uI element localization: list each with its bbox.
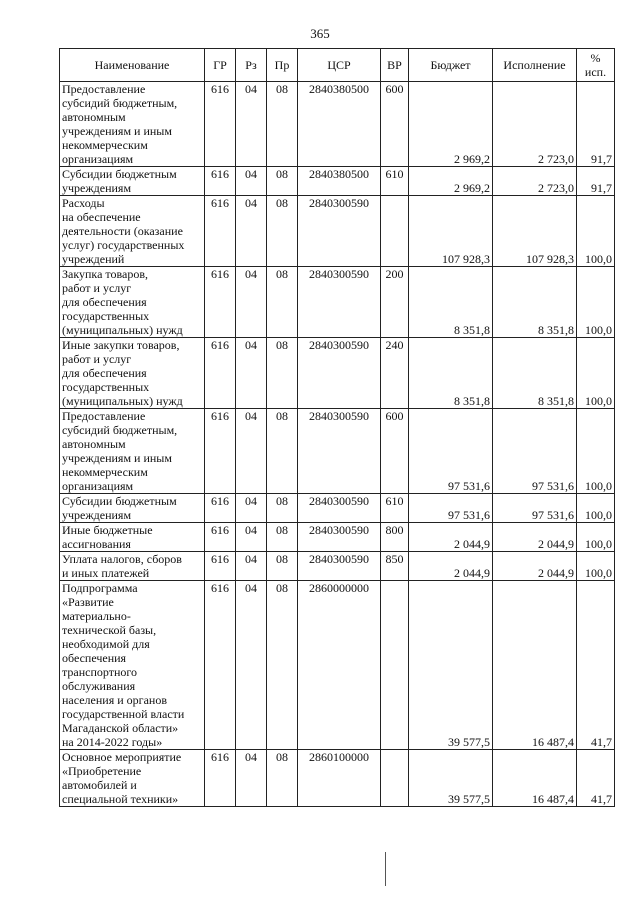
cell-pr: 08 xyxy=(267,267,298,338)
cell-execution: 2 723,0 xyxy=(493,82,577,167)
header-rz: Рз xyxy=(236,49,267,82)
cell-name: Закупка товаров, работ и услуг для обеспечения государственных (муниципальных) нужд xyxy=(60,267,205,338)
cell-vr: 800 xyxy=(381,523,409,552)
cell-name: Предоставление субсидий бюджетным, автономным учреждениям и иным некоммерческим организациям xyxy=(60,82,205,167)
cell-percent: 100,0 xyxy=(577,196,615,267)
cell-budget: 39 577,5 xyxy=(409,750,493,807)
cell-gr: 616 xyxy=(205,267,236,338)
table-row xyxy=(60,409,615,494)
cell-execution: 97 531,6 xyxy=(493,494,577,523)
header-gr: ГР xyxy=(205,49,236,82)
page-number: 365 xyxy=(310,26,330,41)
cell-percent: 41,7 xyxy=(577,750,615,807)
cell-execution: 16 487,4 xyxy=(493,581,577,750)
cell-rz: 04 xyxy=(236,82,267,167)
cell-vr xyxy=(381,581,409,750)
cell-name: Предоставление субсидий бюджетным, автономным учреждениям и иным некоммерческим организациям xyxy=(60,409,205,494)
cell-csr: 2840300590 xyxy=(298,523,381,552)
cell-vr: 200 xyxy=(381,267,409,338)
cell-budget: 39 577,5 xyxy=(409,581,493,750)
cell-csr: 2860100000 xyxy=(298,750,381,807)
table-row xyxy=(60,750,615,807)
cell-csr: 2840300590 xyxy=(298,409,381,494)
header-pr: Пр xyxy=(267,49,298,82)
cell-execution: 97 531,6 xyxy=(493,409,577,494)
cell-gr: 616 xyxy=(205,167,236,196)
cell-percent: 100,0 xyxy=(577,409,615,494)
cell-execution: 2 723,0 xyxy=(493,167,577,196)
cell-pr: 08 xyxy=(267,552,298,581)
cell-pr: 08 xyxy=(267,82,298,167)
cell-name: Основное мероприятие «Приобретение автомобилей и специальной техники» xyxy=(60,750,205,807)
cell-gr: 616 xyxy=(205,523,236,552)
header-csr: ЦСР xyxy=(298,49,381,82)
cell-name: Уплата налогов, сборов и иных платежей xyxy=(60,552,205,581)
cell-csr: 2840300590 xyxy=(298,494,381,523)
table-row xyxy=(60,338,615,409)
cell-percent: 100,0 xyxy=(577,494,615,523)
header-execution: Исполнение xyxy=(493,49,577,82)
cell-budget: 8 351,8 xyxy=(409,267,493,338)
cell-execution: 8 351,8 xyxy=(493,267,577,338)
cell-name: Расходы на обеспечение деятельности (оказание услуг) государственных учреждений xyxy=(60,196,205,267)
cell-budget: 107 928,3 xyxy=(409,196,493,267)
cell-rz: 04 xyxy=(236,196,267,267)
table-row xyxy=(60,267,615,338)
header-vr: ВР xyxy=(381,49,409,82)
cell-percent: 100,0 xyxy=(577,552,615,581)
table-body xyxy=(60,82,615,807)
cell-budget: 2 969,2 xyxy=(409,167,493,196)
cell-pr: 08 xyxy=(267,750,298,807)
cell-csr: 2840300590 xyxy=(298,552,381,581)
cell-csr: 2840380500 xyxy=(298,82,381,167)
header-percent: % исп. xyxy=(577,49,615,82)
table-header-row xyxy=(60,49,615,82)
cell-budget: 97 531,6 xyxy=(409,409,493,494)
cell-csr: 2840300590 xyxy=(298,196,381,267)
table-row xyxy=(60,552,615,581)
cell-budget: 8 351,8 xyxy=(409,338,493,409)
cell-csr: 2840300590 xyxy=(298,267,381,338)
cell-gr: 616 xyxy=(205,409,236,494)
cell-vr xyxy=(381,750,409,807)
cell-vr: 240 xyxy=(381,338,409,409)
table-row xyxy=(60,82,615,167)
cell-name: Иные бюджетные ассигнования xyxy=(60,523,205,552)
table-row xyxy=(60,196,615,267)
cell-gr: 616 xyxy=(205,494,236,523)
cell-vr xyxy=(381,196,409,267)
cell-execution: 107 928,3 xyxy=(493,196,577,267)
cell-rz: 04 xyxy=(236,409,267,494)
table-row xyxy=(60,494,615,523)
cell-budget: 97 531,6 xyxy=(409,494,493,523)
cell-rz: 04 xyxy=(236,267,267,338)
cell-pr: 08 xyxy=(267,338,298,409)
cell-name: Иные закупки товаров, работ и услуг для обеспечения государственных (муниципальных) нужд xyxy=(60,338,205,409)
cell-csr: 2860000000 xyxy=(298,581,381,750)
cell-pr: 08 xyxy=(267,196,298,267)
cell-rz: 04 xyxy=(236,750,267,807)
cell-budget: 2 044,9 xyxy=(409,552,493,581)
cell-name: Подпрограмма «Развитие материально- технической базы, необходимой для обеспечения транспортного обслуживания населения и органов государственной власти Магаданской области» на 2014-2022 годы» xyxy=(60,581,205,750)
cell-execution: 2 044,9 xyxy=(493,552,577,581)
cell-pr: 08 xyxy=(267,494,298,523)
header-name: Наименование xyxy=(60,49,205,82)
header-budget: Бюджет xyxy=(409,49,493,82)
cell-gr: 616 xyxy=(205,750,236,807)
cell-vr: 600 xyxy=(381,409,409,494)
table-row xyxy=(60,581,615,750)
cell-rz: 04 xyxy=(236,494,267,523)
cell-execution: 2 044,9 xyxy=(493,523,577,552)
cell-execution: 8 351,8 xyxy=(493,338,577,409)
cell-pr: 08 xyxy=(267,581,298,750)
cell-pr: 08 xyxy=(267,523,298,552)
cell-gr: 616 xyxy=(205,581,236,750)
cell-percent: 91,7 xyxy=(577,167,615,196)
cell-csr: 2840300590 xyxy=(298,338,381,409)
cell-budget: 2 044,9 xyxy=(409,523,493,552)
margin-line xyxy=(385,852,386,886)
cell-pr: 08 xyxy=(267,167,298,196)
cell-gr: 616 xyxy=(205,552,236,581)
cell-percent: 41,7 xyxy=(577,581,615,750)
cell-percent: 91,7 xyxy=(577,82,615,167)
cell-rz: 04 xyxy=(236,552,267,581)
cell-execution: 16 487,4 xyxy=(493,750,577,807)
cell-percent: 100,0 xyxy=(577,267,615,338)
cell-rz: 04 xyxy=(236,523,267,552)
cell-name: Субсидии бюджетным учреждениям xyxy=(60,167,205,196)
cell-vr: 600 xyxy=(381,82,409,167)
cell-vr: 850 xyxy=(381,552,409,581)
cell-percent: 100,0 xyxy=(577,523,615,552)
cell-name: Субсидии бюджетным учреждениям xyxy=(60,494,205,523)
budget-table xyxy=(59,48,615,807)
cell-pr: 08 xyxy=(267,409,298,494)
cell-budget: 2 969,2 xyxy=(409,82,493,167)
cell-percent: 100,0 xyxy=(577,338,615,409)
cell-rz: 04 xyxy=(236,167,267,196)
table-row xyxy=(60,167,615,196)
cell-gr: 616 xyxy=(205,82,236,167)
cell-gr: 616 xyxy=(205,338,236,409)
cell-rz: 04 xyxy=(236,581,267,750)
cell-csr: 2840380500 xyxy=(298,167,381,196)
cell-vr: 610 xyxy=(381,167,409,196)
cell-rz: 04 xyxy=(236,338,267,409)
cell-gr: 616 xyxy=(205,196,236,267)
table-row xyxy=(60,523,615,552)
cell-vr: 610 xyxy=(381,494,409,523)
